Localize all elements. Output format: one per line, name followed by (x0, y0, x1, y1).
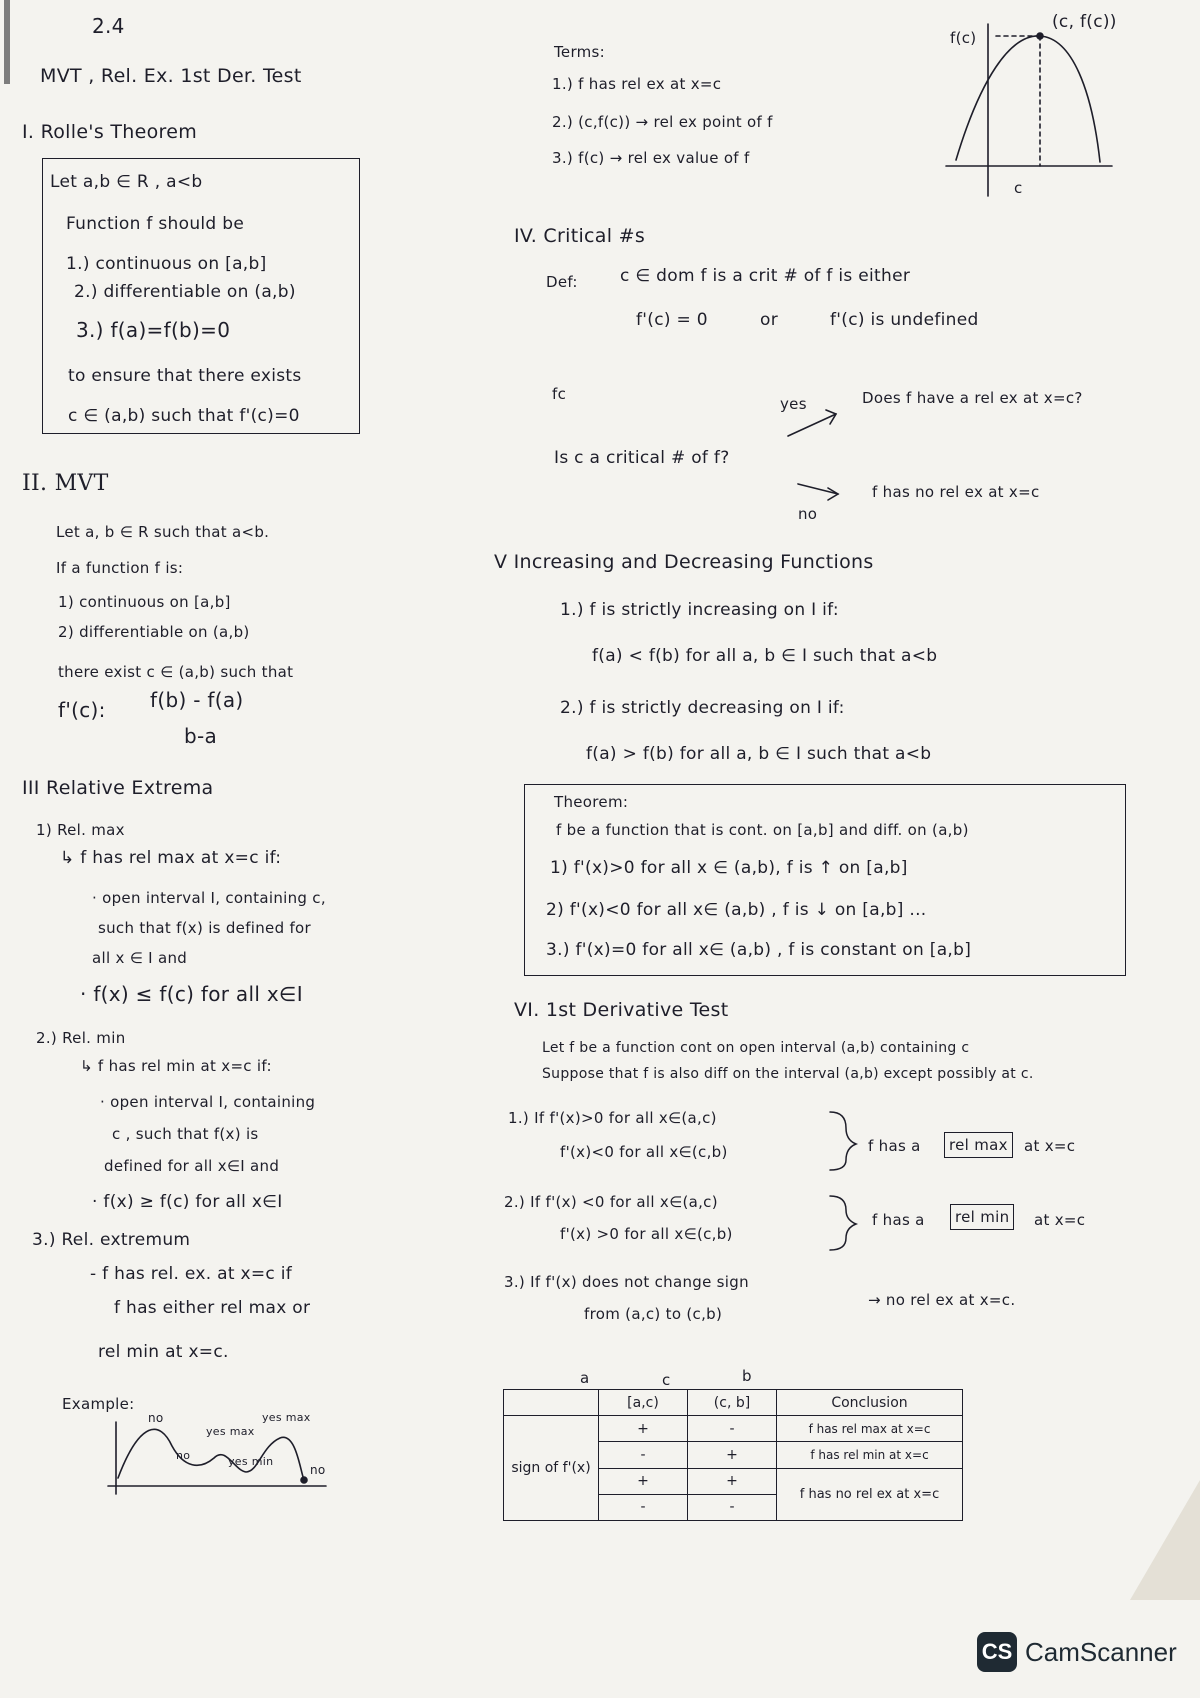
example-mark: no (176, 1449, 191, 1462)
page-title: MVT , Rel. Ex. 1st Der. Test (40, 65, 302, 87)
table-header: (c, b] (688, 1390, 777, 1416)
mvt-line: 1) continuous on [a,b] (58, 593, 231, 611)
critical-no: no (798, 505, 818, 523)
table-top-label: c (662, 1371, 671, 1389)
rolle-line: 3.) f(a)=f(b)=0 (76, 318, 231, 342)
firstder-intro: Suppose that f is also diff on the interval (a,b) except possibly at c. (542, 1066, 1034, 1082)
example-mark: yes min (228, 1455, 274, 1468)
firstder-heading: VI. 1st Derivative Test (514, 999, 729, 1021)
theorem-line: 3.) f'(x)=0 for all x∈ (a,b) , f is constant on [a,b] (546, 940, 972, 960)
sign-table (503, 1389, 963, 1521)
theorem-intro: f be a function that is cont. on [a,b] and diff. on (a,b) (556, 821, 969, 839)
example-mark: yes max (206, 1425, 255, 1438)
relext-line: f has either rel max or (114, 1298, 311, 1318)
example-mark: no (148, 1411, 164, 1425)
table-row (504, 1416, 963, 1442)
critical-no-result: f has no rel ex at x=c (872, 483, 1040, 501)
critical-yes: yes (780, 395, 807, 413)
critical-fc-mark: fc (552, 385, 567, 403)
rolle-line: 2.) differentiable on (a,b) (74, 282, 296, 302)
rolle-line: Let a,b ∈ R , a<b (50, 172, 203, 192)
critical-def-a: f'(c) = 0 (636, 310, 708, 330)
case3-a: 3.) If f'(x) does not change sign (504, 1273, 749, 1291)
relmin-title: 2.) Rel. min (36, 1029, 126, 1047)
theorem-line: 1) f'(x)>0 for all x ∈ (a,b), f is ↑ on [a,b] (550, 858, 908, 878)
graph-point-label: (c, f(c)) (1052, 12, 1117, 32)
table-top-label: b (742, 1367, 752, 1385)
critical-question: Is c a critical # of f? (554, 448, 730, 468)
relmin-line: c , such that f(x) is (112, 1125, 259, 1143)
case2-a: 2.) If f'(x) <0 for all x∈(a,c) (504, 1193, 718, 1211)
relext-line: - f has rel. ex. at x=c if (90, 1264, 293, 1284)
camscanner-logo (977, 1632, 1177, 1672)
mvt-line: there exist c ∈ (a,b) such that (58, 663, 294, 681)
example-mark: yes max (262, 1411, 311, 1424)
critical-def-label: Def: (546, 273, 578, 291)
theorem-title: Theorem: (554, 793, 629, 811)
mvt-line: If a function f is: (56, 559, 184, 577)
terms-line: 3.) f(c) → rel ex value of f (552, 149, 750, 167)
mvt-line: Let a, b ∈ R such that a<b. (56, 523, 270, 541)
rolle-heading: I. Rolle's Theorem (22, 121, 198, 143)
table-cell: + (599, 1468, 688, 1494)
case1-b: f'(x)<0 for all x∈(c,b) (560, 1143, 728, 1161)
case2-result: f has a (872, 1211, 925, 1229)
terms-line: 1.) f has rel ex at x=c (552, 75, 722, 93)
relmin-line: · f(x) ≥ f(c) for all x∈I (92, 1192, 283, 1212)
case3-b: from (a,c) to (c,b) (584, 1305, 723, 1323)
table-row (504, 1390, 963, 1416)
case2-result-box: rel min (950, 1204, 1014, 1230)
relmax-line: · f(x) ≤ f(c) for all x∈I (80, 982, 303, 1006)
graph-fc-label: f(c) (950, 29, 977, 47)
relmax-line: all x ∈ I and (92, 949, 188, 967)
table-cell: f has rel min at x=c (777, 1442, 963, 1468)
mvt-formula-denominator: b-a (184, 724, 218, 748)
table-cell: f has no rel ex at x=c (777, 1468, 963, 1520)
rolle-line: to ensure that there exists (68, 366, 302, 386)
mvt-formula-lhs: f'(c): (58, 698, 106, 722)
firstder-intro: Let f be a function cont on open interval (a,b) containing c (542, 1040, 970, 1056)
incdec-inc-cond: f(a) < f(b) for all a, b ∈ I such that a<b (592, 646, 938, 666)
rolle-line: Function f should be (66, 214, 245, 234)
table-cell: + (688, 1468, 777, 1494)
table-row-label: sign of f'(x) (504, 1416, 599, 1521)
table-cell: - (688, 1494, 777, 1520)
relmax-line: such that f(x) is defined for (98, 919, 312, 937)
table-header: [a,c) (599, 1390, 688, 1416)
incdec-dec-cond: f(a) > f(b) for all a, b ∈ I such that a<b (586, 744, 932, 764)
relext-line: rel min at x=c. (98, 1342, 229, 1362)
relext-title: 3.) Rel. extremum (32, 1230, 191, 1250)
critical-def-or: or (760, 310, 778, 330)
case2-result: at x=c (1034, 1211, 1086, 1229)
critical-def-line: c ∈ dom f is a crit # of f is either (620, 266, 911, 286)
rolle-line: c ∈ (a,b) such that f'(c)=0 (68, 406, 300, 426)
scan-edge (4, 0, 10, 84)
relmax-title: 1) Rel. max (36, 821, 125, 839)
relmin-line: defined for all x∈I and (104, 1157, 280, 1175)
case1-a: 1.) If f'(x)>0 for all x∈(a,c) (508, 1109, 717, 1127)
example-label: Example: (62, 1395, 135, 1413)
case3-result: → no rel ex at x=c. (868, 1291, 1016, 1309)
table-cell: f has rel max at x=c (777, 1416, 963, 1442)
terms-title: Terms: (554, 43, 606, 61)
graph-c-label: c (1014, 179, 1023, 197)
rolle-line: 1.) continuous on [a,b] (66, 254, 267, 274)
mvt-line: 2) differentiable on (a,b) (58, 623, 250, 641)
critical-yes-result: Does f have a rel ex at x=c? (862, 389, 1083, 407)
camscanner-wordmark: CamScanner (1025, 1636, 1177, 1667)
table-header: Conclusion (777, 1390, 963, 1416)
critical-def-b: f'(c) is undefined (830, 310, 979, 330)
theorem-line: 2) f'(x)<0 for all x∈ (a,b) , f is ↓ on [a,b] ... (546, 900, 927, 920)
camscanner-badge-icon: CS (977, 1632, 1017, 1672)
relmin-line: · open interval I, containing (100, 1093, 316, 1111)
incdec-heading: V Increasing and Decreasing Functions (494, 551, 874, 573)
relmin-line: ↳ f has rel min at x=c if: (80, 1057, 272, 1075)
table-cell: + (688, 1442, 777, 1468)
case2-b: f'(x) >0 for all x∈(c,b) (560, 1225, 733, 1243)
section-number: 2.4 (92, 14, 125, 38)
table-cell: - (599, 1442, 688, 1468)
table-cell: - (599, 1494, 688, 1520)
mvt-formula-numerator: f(b) - f(a) (150, 688, 244, 712)
table-cell: + (599, 1416, 688, 1442)
example-mark: no (310, 1463, 326, 1477)
relext-heading: III Relative Extrema (22, 777, 214, 799)
critical-heading: IV. Critical #s (514, 225, 646, 247)
incdec-inc-line: 1.) f is strictly increasing on I if: (560, 600, 839, 620)
table-cell: - (688, 1416, 777, 1442)
relmax-line: · open interval I, containing c, (92, 889, 326, 907)
case1-result: at x=c (1024, 1137, 1076, 1155)
terms-line: 2.) (c,f(c)) → rel ex point of f (552, 113, 773, 131)
case1-result-box: rel max (944, 1132, 1013, 1158)
mvt-heading: II. MVT (22, 471, 109, 496)
incdec-dec-line: 2.) f is strictly decreasing on I if: (560, 698, 845, 718)
table-top-label: a (580, 1369, 590, 1387)
table-header (504, 1390, 599, 1416)
case1-result: f has a (868, 1137, 921, 1155)
relmax-line: ↳ f has rel max at x=c if: (60, 848, 282, 868)
